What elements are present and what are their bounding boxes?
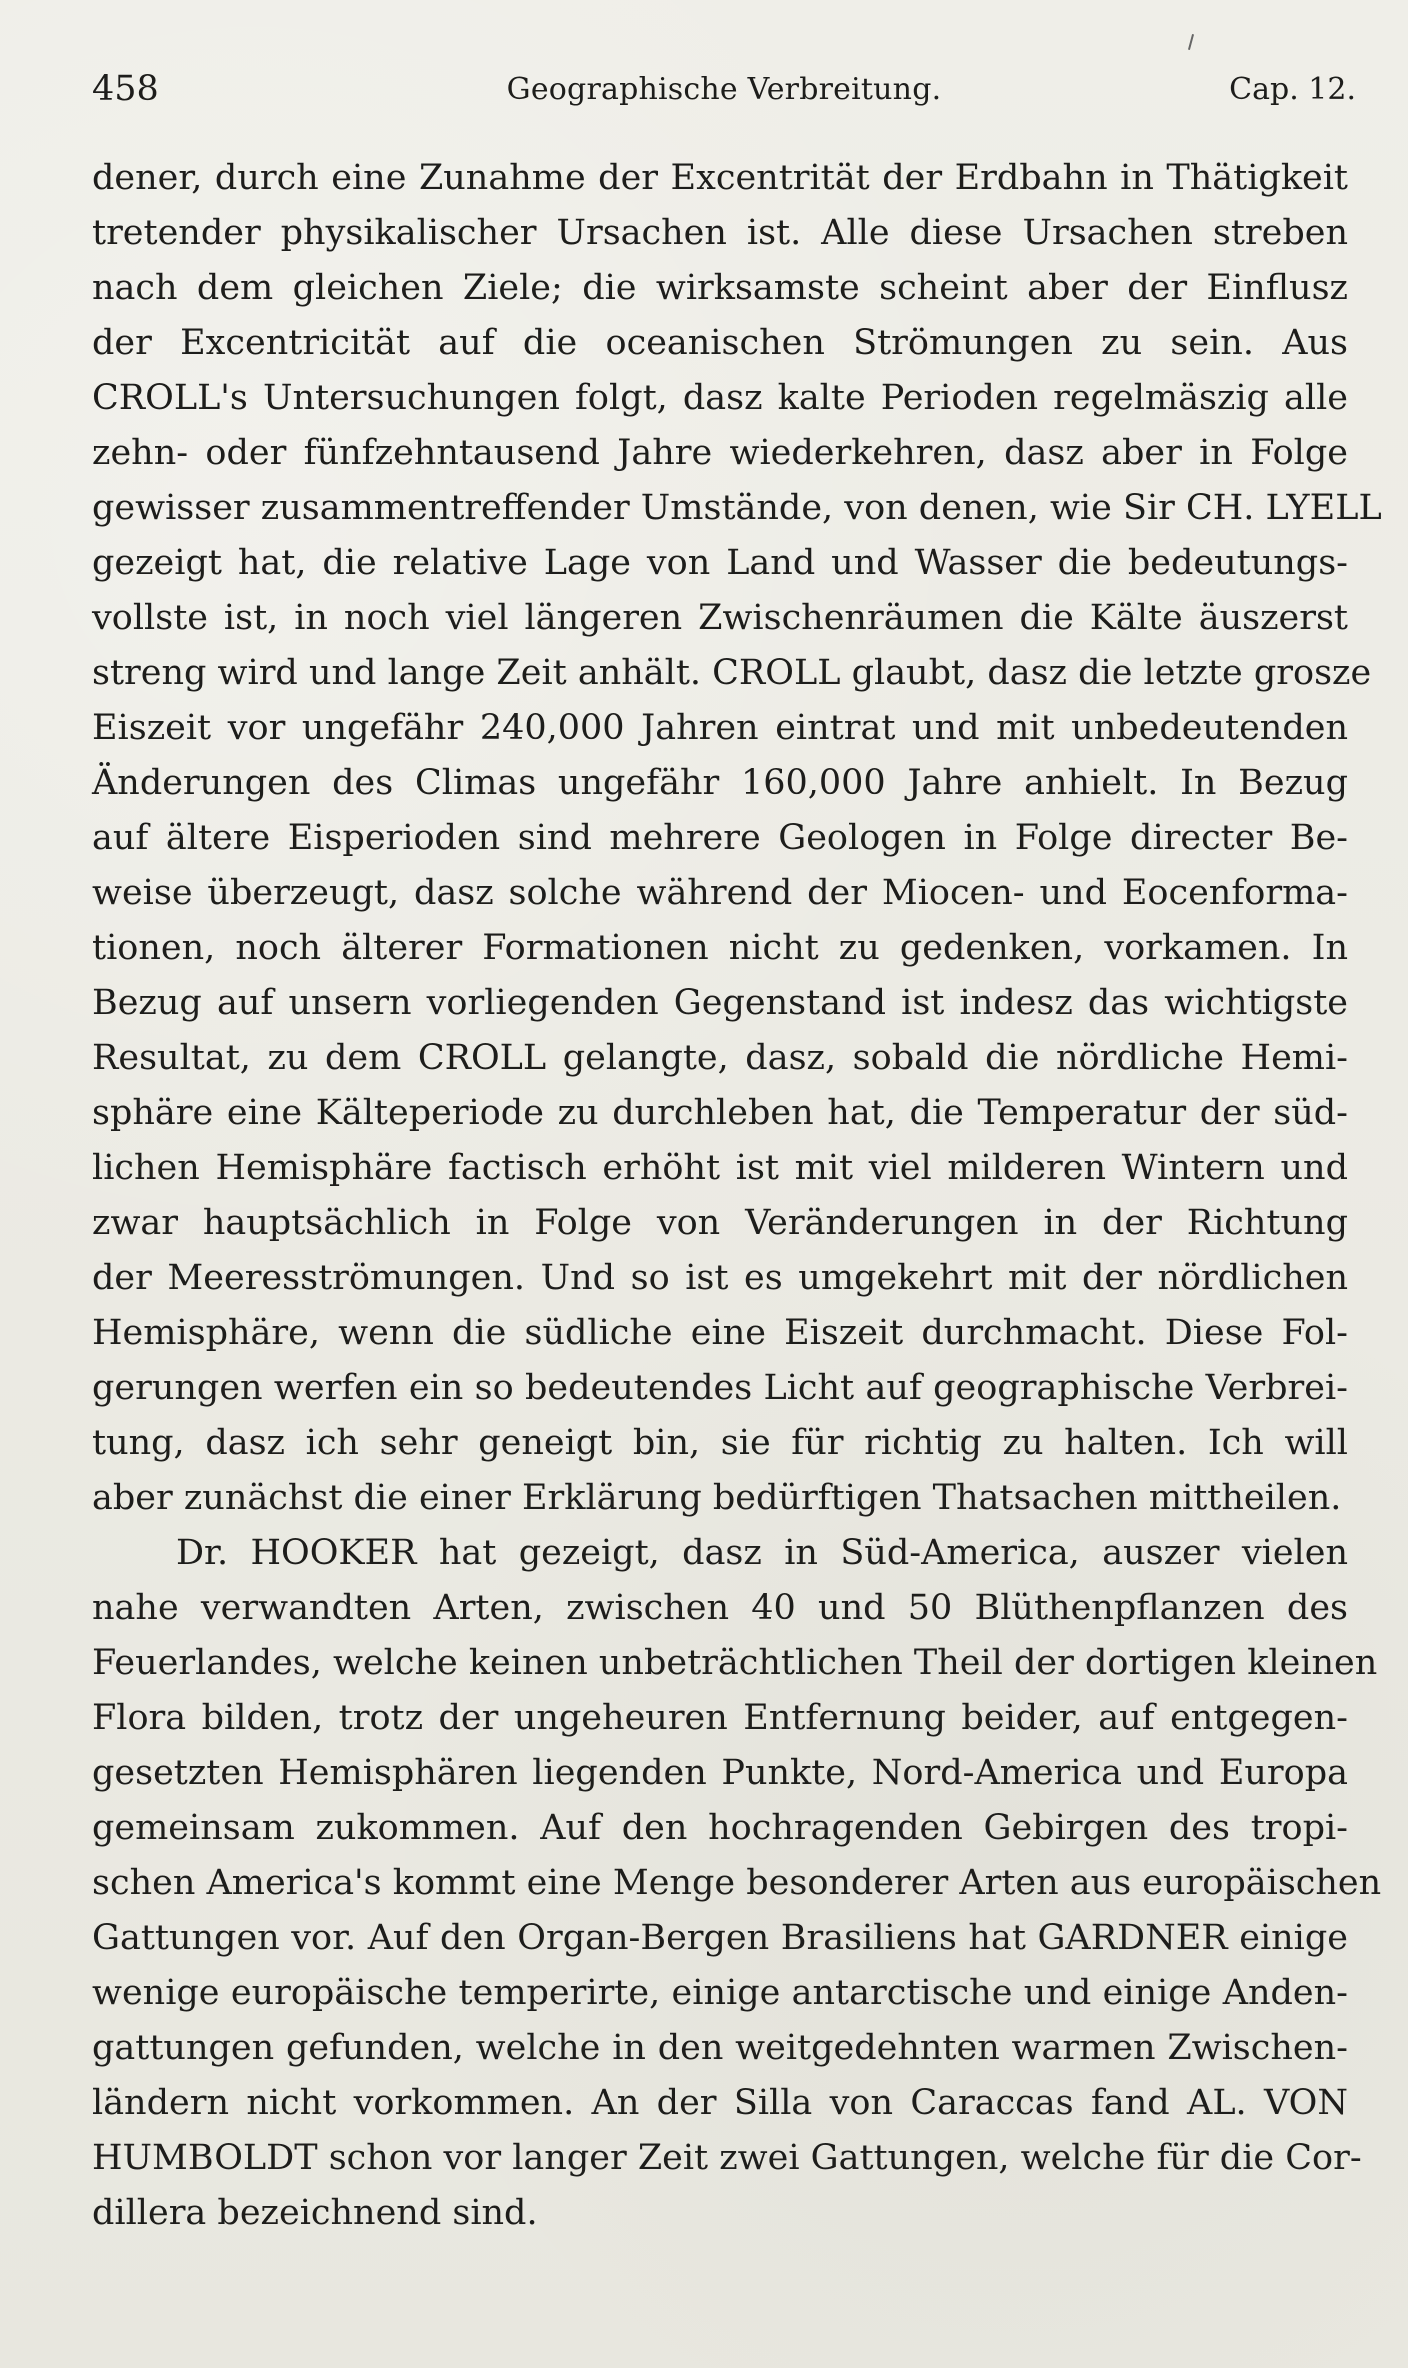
text-line: dillera bezeichnend sind. [92,2193,538,2233]
text-line: tretender physikalischer Ursachen ist. Alle diese Ursachen streben [92,213,1348,253]
stray-mark [1188,34,1194,50]
text-line: nach dem gleichen Ziele; die wirksamste scheint aber der Einflusz [92,268,1348,308]
text-line: gewisser zusammentreffender Umstände, von denen, wie Sir CH. LYELL [92,488,1382,528]
page-number: 458 [92,69,159,109]
text-line: streng wird und lange Zeit anhält. CROLL glaubt, dasz die letzte grosze [92,653,1372,693]
text-line: Feuerlandes, welche keinen unbeträchtlichen Theil der dortigen kleinen [92,1643,1378,1683]
text-line: Resultat, zu dem CROLL gelangte, dasz, sobald die nördliche Hemi- [92,1038,1348,1078]
text-line: schen America's kommt eine Menge besonderer Arten aus europäischen [92,1863,1382,1903]
text-line: gemeinsam zukommen. Auf den hochragenden Gebirgen des tropi- [92,1808,1348,1848]
text-line: der Meeresströmungen. Und so ist es umgekehrt mit der nördlichen [92,1258,1348,1298]
text-line: Flora bilden, trotz der ungeheuren Entfernung beider, auf entgegen- [92,1698,1348,1738]
text-line: sphäre eine Kälteperiode zu durchleben hat, die Temperatur der süd- [92,1093,1348,1133]
text-line: vollste ist, in noch viel längeren Zwischenräumen die Kälte äuszerst [92,598,1348,638]
text-line: gezeigt hat, die relative Lage von Land und Wasser die bedeutungs- [92,543,1348,583]
text-line: tung, dasz ich sehr geneigt bin, sie für richtig zu halten. Ich will [92,1423,1348,1463]
body-text [92,151,1382,2241]
text-line: tionen, noch älterer Formationen nicht zu gedenken, vorkamen. In [92,928,1348,968]
text-line: gerungen werfen ein so bedeutendes Licht auf geographische Verbrei- [92,1368,1348,1408]
text-line: Dr. HOOKER hat gezeigt, dasz in Süd-America, auszer vielen [176,1533,1348,1573]
text-line: lichen Hemisphäre factisch erhöht ist mit viel milderen Wintern und [92,1148,1348,1188]
text-line: auf ältere Eisperioden sind mehrere Geologen in Folge directer Be- [92,818,1348,858]
text-line: Eiszeit vor ungefähr 240,000 Jahren eintrat und mit unbedeutenden [92,708,1348,748]
text-line: gesetzten Hemisphären liegenden Punkte, Nord-America und Europa [92,1753,1348,1793]
text-line: Gattungen vor. Auf den Organ-Bergen Brasiliens hat GARDNER einige [92,1918,1348,1958]
text-line: zehn- oder fünfzehntausend Jahre wiederkehren, dasz aber in Folge [92,433,1348,473]
text-line: Bezug auf unsern vorliegenden Gegenstand ist indesz das wichtigste [92,983,1348,1023]
text-line: dener, durch eine Zunahme der Excentrität der Erdbahn in Thätigkeit [92,158,1348,198]
text-line: zwar hauptsächlich in Folge von Veränderungen in der Richtung [92,1203,1348,1243]
text-line: aber zunächst die einer Erklärung bedürftigen Thatsachen mittheilen. [92,1478,1342,1518]
text-line: HUMBOLDT schon vor langer Zeit zwei Gattungen, welche für die Cor- [92,2138,1362,2178]
text-line: weise überzeugt, dasz solche während der Miocen- und Eocenforma- [92,873,1348,913]
chapter-label: Cap. 12. [1229,72,1356,107]
page-header [92,68,1356,110]
text-line: wenige europäische temperirte, einige antarctische und einige Anden- [92,1973,1348,2013]
text-line: der Excentricität auf die oceanischen Strömungen zu sein. Aus [92,323,1348,363]
text-line: Änderungen des Climas ungefähr 160,000 Jahre anhielt. In Bezug [92,763,1348,803]
text-line: gattungen gefunden, welche in den weitgedehnten warmen Zwischen- [92,2028,1348,2068]
text-line: Hemisphäre, wenn die südliche eine Eiszeit durchmacht. Diese Fol- [92,1313,1348,1353]
text-line: ländern nicht vorkommen. An der Silla von Caraccas fand AL. VON [92,2083,1348,2123]
text-line: CROLL's Untersuchungen folgt, dasz kalte Perioden regelmäszig alle [92,378,1348,418]
running-title: Geographische Verbreitung. [506,72,942,107]
text-line: nahe verwandten Arten, zwischen 40 und 50 Blüthenpflanzen des [92,1588,1348,1628]
